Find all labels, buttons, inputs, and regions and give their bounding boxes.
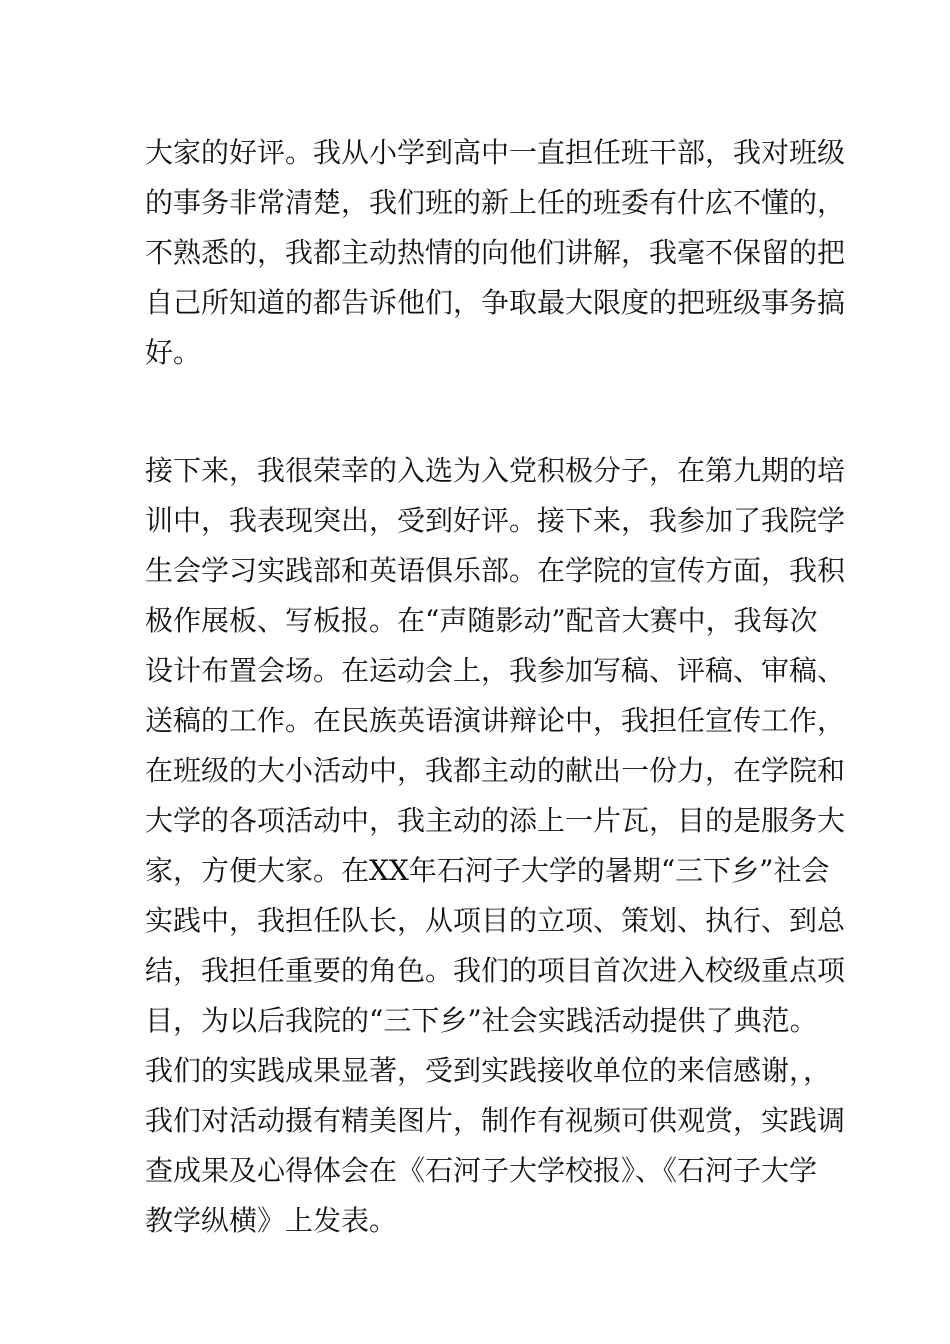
text-line: 生会学习实践部和英语俱乐部。在学院的宣传方面，我积	[145, 554, 846, 587]
text-line: 极作展板、写板报。在“声随影动”配音大赛中，我每次	[145, 604, 818, 637]
paragraph-1	[145, 128, 846, 378]
text-line: 实践中，我担任队长，从项目的立项、策划、执行、到总	[145, 904, 846, 937]
text-line: 自己所知道的都告诉他们，争取最大限度的把班级事务搞	[145, 286, 846, 319]
text-line: 大学的各项活动中，我主动的添上一片瓦，目的是服务大	[145, 804, 846, 837]
text-line: 不熟悉的，我都主动热情的向他们讲解，我毫不保留的把	[145, 236, 846, 269]
text-line: 目，为以后我院的“三下乡”社会实践活动提供了典范。	[145, 1004, 818, 1037]
text-line: 接下来，我很荣幸的入选为入党积极分子，在第九期的培	[145, 454, 846, 487]
text-line: 教学纵横》上发表。	[145, 1204, 398, 1237]
text-line: 设计布置会场。在运动会上，我参加写稿、评稿、审稿、	[145, 654, 846, 687]
text-line: 我们的实践成果显著，受到实践接收单位的来信感谢，，	[145, 1054, 832, 1087]
text-line: 我们对活动摄有精美图片，制作有视频可供观赏，实践调	[145, 1104, 846, 1137]
text-line: 在班级的大小活动中，我都主动的献出一份力，在学院和	[145, 754, 846, 787]
text-line: 送稿的工作。在民族英语演讲辩论中，我担任宣传工作，	[145, 704, 846, 737]
text-line: 查成果及心得体会在《石河子大学校报》、《石河子大学	[145, 1154, 818, 1187]
document-body	[145, 128, 846, 1246]
text-line: 大家的好评。我从小学到高中一直担任班干部，我对班级	[145, 136, 846, 169]
text-line: 好。	[145, 336, 202, 369]
paragraph-2	[145, 446, 846, 1246]
text-line: 结，我担任重要的角色。我们的项目首次进入校级重点项	[145, 954, 846, 987]
paragraph-spacer	[145, 378, 815, 446]
text-line: 训中，我表现突出，受到好评。接下来，我参加了我院学	[145, 504, 846, 537]
text-line: 家，方便大家。在XX年石河子大学的暑期“三下乡”社会	[145, 854, 830, 887]
text-line: 的事务非常清楚，我们班的新上任的班委有什庅不懂的，	[145, 186, 846, 219]
